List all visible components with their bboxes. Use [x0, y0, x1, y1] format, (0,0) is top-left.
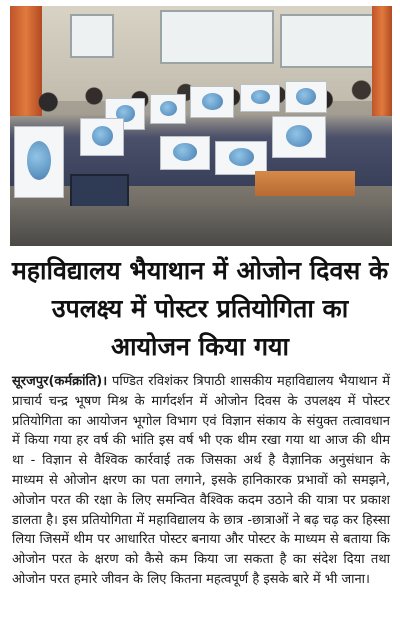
photo-floor: [10, 206, 392, 246]
article-text: पण्डित रविशंकर त्रिपाठी शासकीय महाविद्यालय भैयाथान में प्राचार्य चन्द्र भूषण मिश्र के मार्गदर्शन में ओजोन दिवस के उपलक्ष्य में पोस्टर प्रतियोगिता का आयोजन भूगोल विभाग एवं विज्ञान संकाय के संयुक्त तत्वावधान में किया गया हर वर्ष की भांति इस वर्ष भी एक थीम रखा गया था आज की थीम था - विज्ञान से वैश्विक कार्रवाई तक जिसका अर्थ है वैज्ञानिक अनुसंधान के माध्यम से ओजोन क्षरण का पता लगाने, इसके हानिकारक प्रभावों को समझने, ओजोन परत की रक्षा के लिए समन्वित वैश्विक कदम उठाने की यात्रा पर प्रकाश डालता है। इस प्रतियोगिता में महाविद्यालय के छात्र -छात्राओं ने बढ़ चढ़ कर हिस्सा लिया जिसमें थीम पर आधारित पोस्टर बनाया और पोस्टर के माध्यम से बताया कि ओजोन परत के क्षरण को कैसे कम किया जा सकता है का संदेश दिया तथा ओजोन परत हमारे जीवन के लिए कितना महत्वपूर्ण है इसके बारे में भी जाना।: [12, 374, 391, 587]
photo-window: [280, 14, 379, 68]
article-body: [12, 372, 390, 590]
photo-poster: [80, 118, 124, 156]
photo-poster: [240, 84, 280, 112]
photo-poster: [14, 126, 64, 198]
dateline: सूरजपुर(कर्मक्रांति)।: [12, 374, 108, 389]
photo-poster: [150, 94, 186, 124]
news-photo: [10, 6, 392, 246]
headline: महाविद्यालय भैयाथान में ओजोन दिवस के उपलक्ष्य में पोस्टर प्रतियोगिता का आयोजन किया गया: [11, 256, 389, 361]
photo-poster: [272, 116, 326, 158]
photo-poster: [190, 86, 234, 118]
photo-poster: [215, 141, 267, 175]
photo-poster: [285, 81, 327, 113]
photo-window: [70, 14, 114, 58]
photo-poster: [160, 136, 210, 170]
photo-window: [160, 10, 274, 64]
photo-table: [255, 171, 355, 196]
